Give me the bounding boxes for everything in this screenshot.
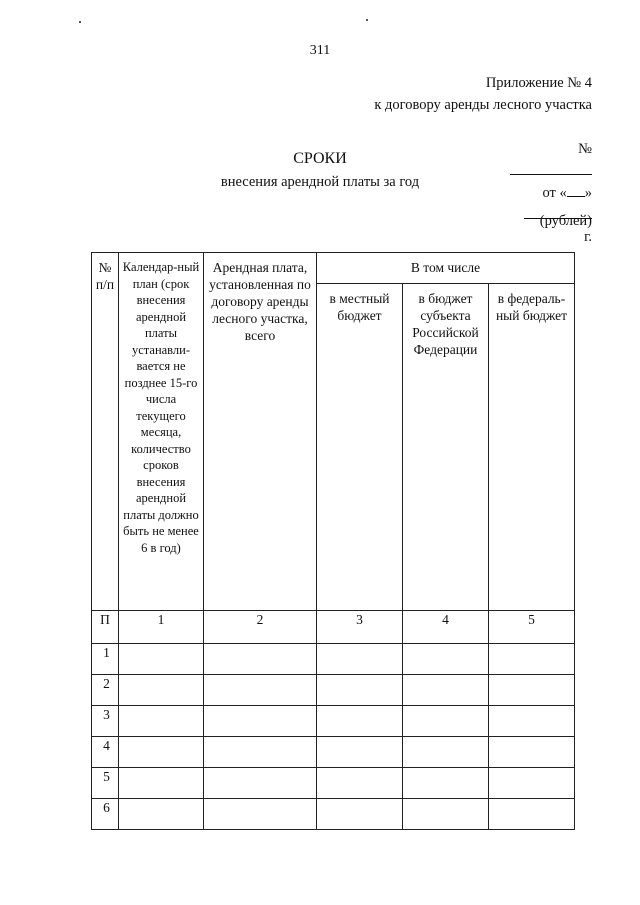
table-cell [119, 737, 204, 768]
row-number: 1 [92, 644, 119, 675]
header-regional-budget: в бюджет субъекта Российской Федерации [403, 284, 489, 611]
table-cell [489, 675, 575, 706]
table-cell [204, 644, 317, 675]
annex-number-date-line [374, 116, 592, 270]
table-cell [204, 768, 317, 799]
header-rent-total: Арендная плата, установленная по договору аренды лесного участка, всего [204, 253, 317, 611]
row-number: 5 [92, 768, 119, 799]
table-cell [403, 675, 489, 706]
table-cell [119, 675, 204, 706]
table-cell [403, 644, 489, 675]
table-cell [204, 706, 317, 737]
header-including: В том числе [317, 253, 575, 284]
from-label: от « [542, 185, 567, 201]
payment-schedule-table [91, 252, 575, 830]
table-cell [317, 644, 403, 675]
scan-speck [366, 19, 368, 21]
table-cell [119, 644, 204, 675]
row-number: 2 [92, 675, 119, 706]
table-row [92, 737, 575, 768]
table-cell [317, 799, 403, 830]
row-number: 4 [92, 737, 119, 768]
column-number-row [92, 611, 575, 644]
table-row [92, 644, 575, 675]
scan-speck [79, 21, 81, 23]
table-cell [403, 706, 489, 737]
table-cell [489, 768, 575, 799]
table-row [92, 768, 575, 799]
table-cell [204, 737, 317, 768]
table-cell [317, 768, 403, 799]
row-number: 6 [92, 799, 119, 830]
units-label: (рублей) [539, 213, 592, 229]
table-cell [489, 737, 575, 768]
col-number: 4 [403, 611, 489, 644]
table-cell [317, 675, 403, 706]
table-cell [403, 768, 489, 799]
number-label: № [578, 141, 592, 157]
header-local-budget: в местный бюджет [317, 284, 403, 611]
annex-title: Приложение № 4 [485, 75, 592, 91]
table-cell [317, 737, 403, 768]
document-subtitle: внесения арендной платы за год [220, 174, 420, 190]
table-row [92, 799, 575, 830]
table-row [92, 706, 575, 737]
table-row [92, 675, 575, 706]
table-cell [119, 799, 204, 830]
table-cell [403, 799, 489, 830]
table-cell [403, 737, 489, 768]
year-suffix: г. [584, 229, 592, 245]
col-number: 1 [119, 611, 204, 644]
table-cell [204, 675, 317, 706]
page-number: 311 [309, 43, 331, 58]
table-cell [119, 768, 204, 799]
table-cell [489, 644, 575, 675]
header-calendar-plan: Календар-ный план (срок внесения арендной платы устанавли-вается не позднее 15-го числа текущего месяца, количество сроков внесения арендной платы должно быть не менее 6 в год) [119, 253, 204, 611]
table-cell [204, 799, 317, 830]
row-number: 3 [92, 706, 119, 737]
annex-contract-line: к договору аренды лесного участка [374, 97, 592, 113]
col-number: 3 [317, 611, 403, 644]
table-cell [489, 706, 575, 737]
document-title: СРОКИ [293, 150, 347, 167]
quote-close: » [584, 185, 592, 201]
header-row-number: № п/п [92, 253, 119, 611]
table-cell [119, 706, 204, 737]
header-federal-budget: в федераль-ный бюджет [489, 284, 575, 611]
col-number: 2 [204, 611, 317, 644]
annex-block [374, 72, 592, 270]
col-number: 5 [489, 611, 575, 644]
col-number: П [92, 611, 119, 644]
table-cell [317, 706, 403, 737]
table-cell [489, 799, 575, 830]
